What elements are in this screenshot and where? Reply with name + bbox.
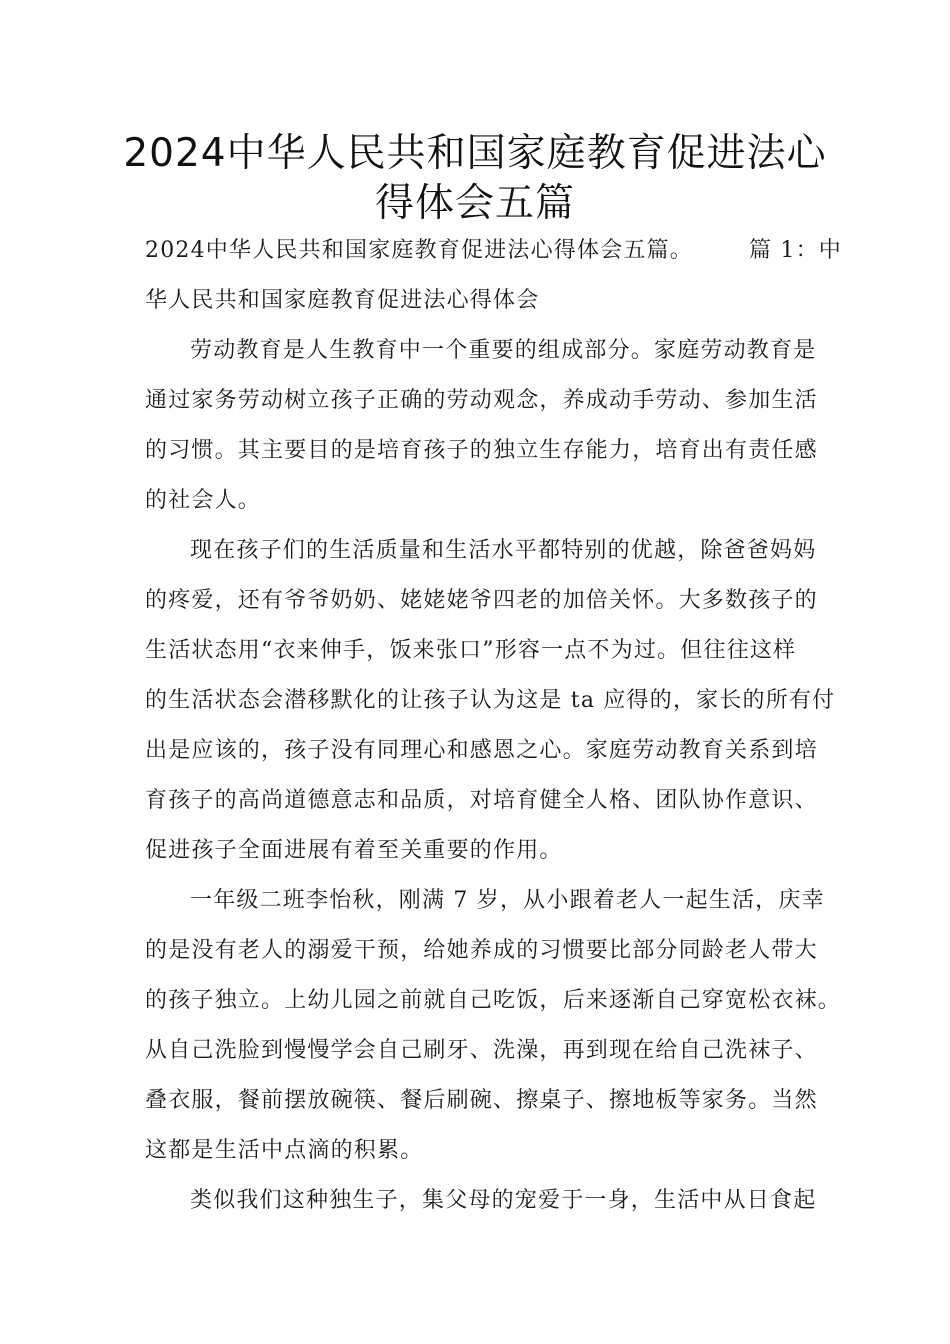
paragraph-1-line-2: 通过家务劳动树立孩子正确的劳动观念，养成动手劳动、参加生活 <box>145 388 818 413</box>
paragraph-1-line-3: 的习惯。其主要目的是培育孩子的独立生存能力，培育出有责任感 <box>145 438 818 463</box>
paragraph-2-line-7: 促进孩子全面进展有着至关重要的作用。 <box>145 838 563 863</box>
paragraph-3-line-2: 的是没有老人的溺爱干预，给她养成的习惯要比部分同龄老人带大 <box>145 938 818 963</box>
paragraph-2-line-2: 的疼爱，还有爷爷奶奶、姥姥姥爷四老的加倍关怀。大多数孩子的 <box>145 588 818 613</box>
intro-line-2: 华人民共和国家庭教育促进法心得体会 <box>145 288 540 313</box>
paragraph-2-line-6: 育孩子的高尚道德意志和品质，对培育健全人格、团队协作意识、 <box>145 788 818 813</box>
paragraph-1-line-1: 劳动教育是人生教育中一个重要的组成部分。家庭劳动教育是 <box>190 338 817 363</box>
intro-line-1 <box>145 236 842 266</box>
paragraph-3-line-5: 叠衣服，餐前摆放碗筷、餐后刷碗、擦桌子、擦地板等家务。当然 <box>145 1088 818 1113</box>
paragraph-2-line-5: 出是应该的，孩子没有同理心和感恩之心。家庭劳动教育关系到培 <box>145 738 818 763</box>
paragraph-3-line-1: 一年级二班李怡秋，刚满 7 岁，从小跟着老人一起生活，庆幸 <box>190 888 825 913</box>
paragraph-2-line-4: 的生活状态会潜移默化的让孩子认为这是 ta 应得的，家长的所有付 <box>145 688 836 713</box>
paragraph-2-line-1: 现在孩子们的生活质量和生活水平都特别的优越，除爸爸妈妈 <box>190 538 817 563</box>
intro-summary-text: 2024中华人民共和国家庭教育促进法心得体会五篇。 <box>145 238 693 263</box>
paragraph-1-line-4: 的社会人。 <box>145 488 262 513</box>
document-title-line-2: 得体会五篇 <box>374 181 575 226</box>
paragraph-3-line-6: 这都是生活中点滴的积累。 <box>145 1138 424 1163</box>
document-title-line-1: 2024中华人民共和国家庭教育促进法心 <box>123 131 827 176</box>
paragraph-4-line-1: 类似我们这种独生子，集父母的宠爱于一身，生活中从日食起 <box>190 1188 817 1213</box>
paragraph-2-line-3: 生活状态用“衣来伸手，饭来张口”形容一点不为过。但往往这样 <box>145 638 797 663</box>
paragraph-3-line-3: 的孩子独立。上幼儿园之前就自己吃饭，后来逐渐自己穿宽松衣袜。 <box>145 988 842 1013</box>
paragraph-3-line-4: 从自己洗脸到慢慢学会自己刷牙、洗澡，再到现在给自己洗袜子、 <box>145 1038 818 1063</box>
section-heading-start: 篇 1：中 <box>749 238 842 263</box>
